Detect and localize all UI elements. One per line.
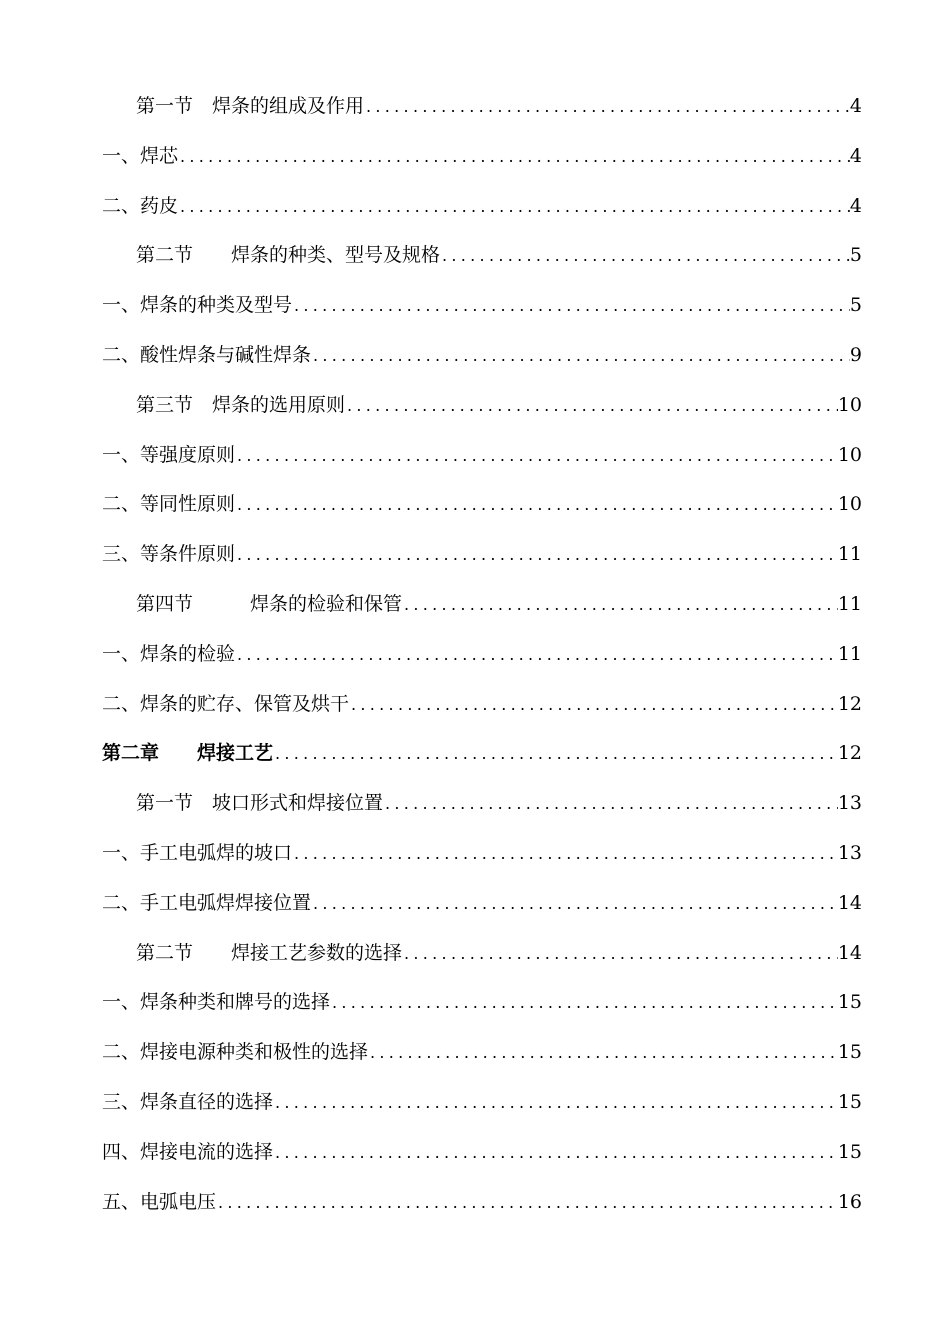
toc-entry-item	[102, 829, 862, 879]
toc-page-number: 11	[837, 642, 862, 665]
toc-entry-section	[102, 82, 862, 132]
toc-page-number: 4	[849, 144, 862, 167]
toc-leader-dots	[402, 580, 838, 630]
toc-entry-item	[102, 630, 862, 680]
toc-entry-item	[102, 431, 862, 481]
toc-entry-title: 第一节 焊条的组成及作用	[136, 95, 365, 117]
toc-entry-title: 第二节 焊接工艺参数的选择	[136, 941, 403, 964]
toc-leader-dots	[178, 132, 850, 182]
toc-entry-title: 第一节 坡口形式和焊接位置	[136, 792, 384, 815]
toc-entry-section	[102, 231, 862, 281]
toc-entry-title: 三、等条件原则	[102, 543, 236, 566]
toc-entry-title: 一、焊条的检验	[102, 642, 236, 665]
toc-page-number: 16	[837, 1190, 862, 1213]
toc-leader-dots	[235, 480, 838, 530]
toc-entry-title: 第二节 焊条的种类、型号及规格	[136, 244, 441, 267]
toc-entry-item	[102, 978, 862, 1028]
toc-entry-section	[102, 381, 862, 431]
toc-page-number: 10	[837, 443, 862, 466]
toc-leader-dots	[364, 82, 850, 132]
toc-leader-dots	[345, 381, 838, 431]
toc-leader-dots	[311, 879, 838, 929]
toc-entry-item	[102, 530, 862, 580]
toc-entry-title: 一、等强度原则	[102, 443, 236, 466]
toc-entry-item	[102, 182, 862, 232]
toc-page-number: 10	[837, 393, 862, 416]
toc-leader-dots	[402, 929, 838, 979]
toc-page-number: 12	[837, 742, 862, 765]
toc-entry-section	[102, 929, 862, 979]
toc-leader-dots	[330, 978, 838, 1028]
toc-leader-dots	[235, 630, 838, 680]
toc-leader-dots	[368, 1028, 838, 1078]
toc-page-number: 4	[849, 95, 862, 117]
toc-leader-dots	[440, 231, 850, 281]
toc-entry-title: 三、焊条直径的选择	[102, 1090, 274, 1113]
toc-entry-title: 五、电弧电压	[102, 1190, 217, 1213]
toc-page-number: 10	[837, 493, 862, 516]
toc-entry-title: 一、手工电弧焊的坡口	[102, 841, 293, 864]
toc-entry-item	[102, 1178, 862, 1228]
toc-page-number: 4	[849, 194, 862, 217]
toc-page-number: 15	[837, 991, 862, 1014]
toc-entry-chapter	[102, 729, 862, 779]
toc-leader-dots	[216, 1178, 838, 1228]
toc-entry-item	[102, 331, 862, 381]
toc-entry-section	[102, 580, 862, 630]
toc-entry-title: 一、焊条的种类及型号	[102, 294, 293, 317]
toc-leader-dots	[292, 829, 838, 879]
toc-entry-item	[102, 680, 862, 730]
toc-entry-title: 一、焊条种类和牌号的选择	[102, 991, 331, 1014]
toc-page-number: 14	[837, 891, 862, 914]
toc-entry-title: 第三节 焊条的选用原则	[136, 393, 346, 416]
toc-page-number: 9	[849, 343, 862, 366]
toc-leader-dots	[292, 281, 850, 331]
toc-leader-dots	[349, 680, 838, 730]
toc-leader-dots	[383, 779, 838, 829]
toc-entry-title: 二、药皮	[102, 194, 179, 217]
toc-leader-dots	[273, 1128, 838, 1178]
table-of-contents	[102, 82, 862, 1227]
toc-entry-title: 第四节 焊条的检验和保管	[136, 592, 403, 615]
toc-entry-item	[102, 1078, 862, 1128]
toc-entry-title: 二、手工电弧焊焊接位置	[102, 891, 312, 914]
toc-page-number: 14	[837, 941, 862, 964]
toc-entry-title: 一、焊芯	[102, 144, 179, 167]
toc-page-number: 15	[837, 1090, 862, 1113]
toc-page-number: 15	[837, 1041, 862, 1064]
toc-page-number: 13	[837, 792, 862, 815]
toc-page-number: 13	[837, 841, 862, 864]
toc-page-number: 12	[837, 692, 862, 715]
toc-leader-dots	[273, 1078, 838, 1128]
toc-entry-title: 二、酸性焊条与碱性焊条	[102, 343, 312, 366]
toc-entry-item	[102, 1028, 862, 1078]
toc-entry-item	[102, 132, 862, 182]
toc-leader-dots	[235, 530, 838, 580]
toc-leader-dots	[311, 331, 850, 381]
toc-entry-title: 二、等同性原则	[102, 493, 236, 516]
toc-entry-item	[102, 1128, 862, 1178]
toc-entry-item	[102, 281, 862, 331]
toc-entry-item	[102, 480, 862, 530]
toc-page-number: 11	[837, 592, 862, 615]
toc-entry-title: 二、焊接电源种类和极性的选择	[102, 1041, 369, 1064]
toc-entry-item	[102, 879, 862, 929]
toc-leader-dots	[235, 431, 838, 481]
toc-entry-title: 四、焊接电流的选择	[102, 1140, 274, 1163]
toc-entry-section	[102, 779, 862, 829]
toc-page-number: 5	[849, 244, 862, 267]
toc-leader-dots	[273, 729, 838, 779]
toc-page-number: 11	[837, 543, 862, 566]
toc-entry-title: 二、焊条的贮存、保管及烘干	[102, 692, 350, 715]
toc-page-number: 5	[849, 294, 862, 317]
toc-entry-title: 第二章 焊接工艺	[102, 742, 274, 765]
toc-page-number: 15	[837, 1140, 862, 1163]
toc-leader-dots	[178, 182, 850, 232]
